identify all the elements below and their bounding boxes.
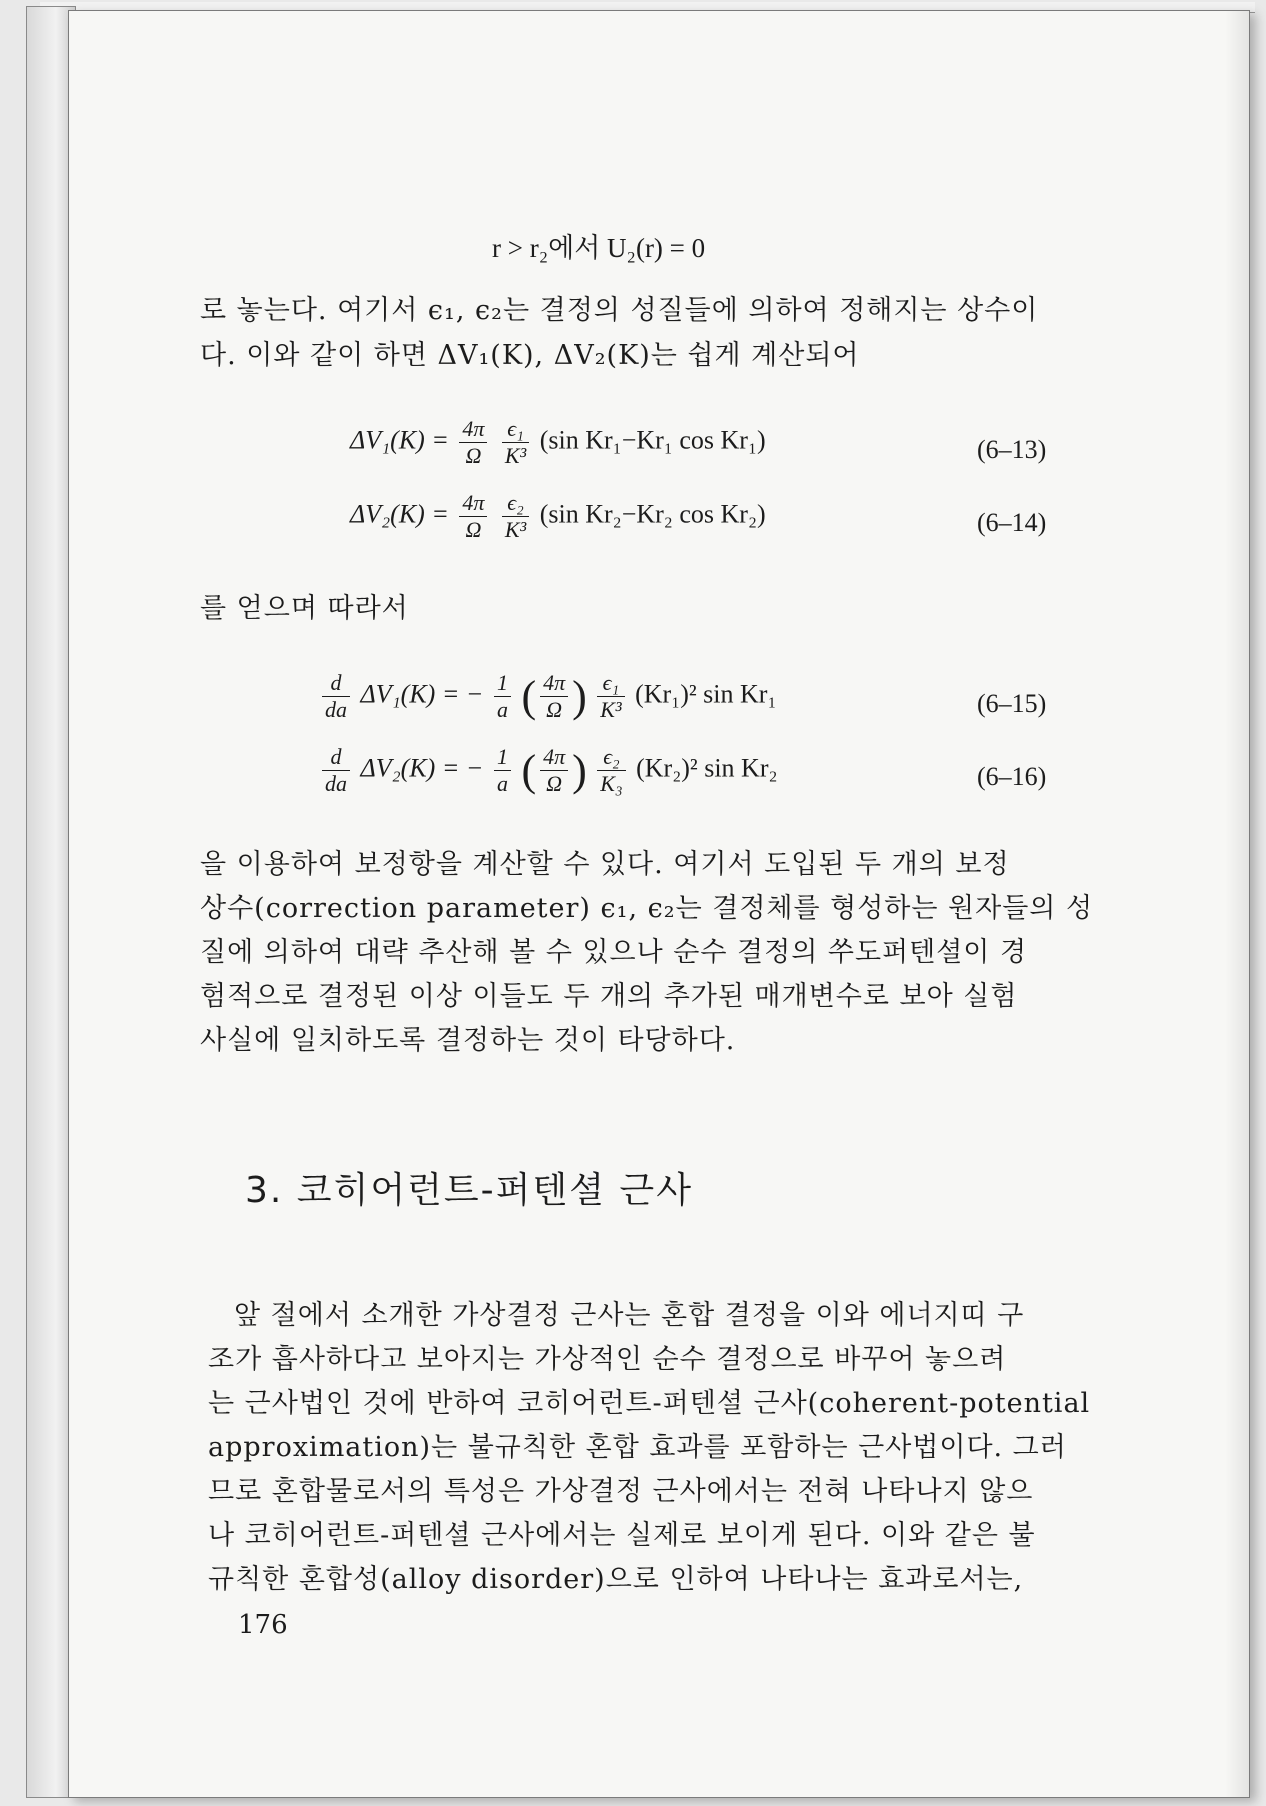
eq15-d-den: da [325, 697, 347, 722]
equation-6-15 [318, 670, 777, 723]
eq16-open-paren: ( [521, 746, 537, 795]
eq16-close-paren: ) [572, 746, 587, 795]
eq16-frac-4pi-omega [540, 744, 568, 797]
equation-6-14 [350, 490, 766, 543]
eq13-frac2-num: ϵ₁ [502, 416, 529, 443]
eq14-frac-eps-k3 [502, 490, 529, 543]
eq16-frac-eps-k3 [597, 744, 625, 797]
eq16-rhs: (Kr₂)² sin Kr₂ [636, 753, 778, 783]
eq15-frac2-den: Ω [546, 697, 563, 722]
paragraph-3-line-2: 상수(correction parameter) ϵ₁, ϵ₂는 결정체를 형성하는 원자들의 성 [200, 893, 1094, 924]
equation-number-6-14: (6–14) [977, 508, 1047, 537]
eq16-frac2-den: Ω [546, 771, 563, 796]
eq14-rhs: (sin Kr₂−Kr₂ cos Kr₂) [539, 499, 766, 529]
paragraph-4-line-3: 는 근사법인 것에 반하여 코히어런트-퍼텐셜 근사(coherent-potential [208, 1388, 1091, 1419]
eq13-frac-4pi-omega [459, 416, 487, 469]
eq15-frac1-den: a [496, 697, 508, 722]
eq14-frac1-den: Ω [465, 517, 482, 542]
paragraph-4-line-1: 앞 절에서 소개한 가상결정 근사는 혼합 결정을 이와 에너지띠 구 [234, 1300, 1025, 1331]
eq14-frac-4pi-omega [459, 490, 487, 543]
eq13-frac-eps-k3 [502, 416, 529, 469]
equation-6-13 [350, 416, 766, 469]
eq13-frac1-num: 4π [459, 416, 487, 443]
eq16-frac2-num: 4π [540, 744, 568, 771]
eq15-close-paren: ) [572, 672, 587, 721]
eq13-lhs: ΔV₁(K) = [350, 425, 449, 455]
paragraph-1-line-1: 로 놓는다. 여기서 ϵ₁, ϵ₂는 결정의 성질들에 의하여 정해지는 상수이 [200, 295, 1039, 326]
equation-condition: r > r₂에서 U₂(r) = 0 [492, 233, 706, 263]
paragraph-3-line-3: 질에 의하여 대략 추산해 볼 수 있으나 순수 결정의 쑤도퍼텐셜이 경 [200, 937, 1028, 968]
eq14-frac2-num: ϵ₂ [502, 490, 529, 517]
paragraph-4-line-4: approximation)는 불규칙한 혼합 효과를 포함하는 근사법이다. 그러 [208, 1432, 1067, 1463]
equation-number-6-13: (6–13) [977, 435, 1047, 464]
paragraph-4-line-2: 조가 흡사하다고 보아지는 가상적인 순수 결정으로 바꾸어 놓으려 [208, 1344, 1007, 1375]
eq16-frac-1-a [494, 744, 511, 797]
paragraph-4-line-5: 므로 혼합물로서의 특성은 가상결정 근사에서는 전혀 나타나지 않으 [208, 1476, 1034, 1507]
eq15-frac-eps-k3 [597, 670, 624, 723]
eq13-frac2-den: K³ [504, 443, 527, 468]
equation-number-6-15: (6–15) [977, 689, 1047, 718]
eq15-frac3-num: ϵ₁ [597, 670, 624, 697]
equation-number-6-16: (6–16) [977, 762, 1047, 791]
eq16-frac3-den: K₃ [600, 771, 623, 796]
eq15-lhs: ΔV₁(K) = − [360, 679, 484, 709]
eq15-frac2-num: 4π [540, 670, 568, 697]
eq15-rhs: (Kr₁)² sin Kr₁ [635, 679, 777, 709]
paragraph-3-line-5: 사실에 일치하도록 결정하는 것이 타당하다. [200, 1025, 736, 1056]
paragraph-4-line-7: 규칙한 혼합성(alloy disorder)으로 인하여 나타나는 효과로서는, [208, 1564, 1024, 1595]
eq13-frac1-den: Ω [465, 443, 482, 468]
eq15-frac3-den: K³ [600, 697, 622, 722]
eq16-frac3-num: ϵ₂ [597, 744, 625, 771]
eq14-frac2-den: K³ [504, 517, 527, 542]
eq14-frac1-num: 4π [459, 490, 487, 517]
eq15-d-num: d [322, 670, 350, 697]
page-shadow [1225, 11, 1249, 1797]
eq16-frac1-num: 1 [494, 744, 511, 771]
eq15-derivative [322, 670, 350, 723]
eq15-frac-1-a [494, 670, 511, 723]
eq15-frac1-num: 1 [494, 670, 511, 697]
eq16-d-den: da [325, 771, 347, 796]
paragraph-3-line-4: 험적으로 결정된 이상 이들도 두 개의 추가된 매개변수로 보아 실험 [200, 981, 1018, 1012]
eq16-d-num: d [322, 744, 350, 771]
eq15-open-paren: ( [521, 672, 537, 721]
paragraph-1-line-2: 다. 이와 같이 하면 ΔV₁(K), ΔV₂(K)는 쉽게 계산되어 [200, 340, 860, 371]
paragraph-2: 를 얻으며 따라서 [200, 593, 409, 624]
eq15-frac-4pi-omega [540, 670, 568, 723]
section-title: 3. 코히어런트-퍼텐셜 근사 [245, 1170, 693, 1211]
eq13-rhs: (sin Kr₁−Kr₁ cos Kr₁) [539, 425, 766, 455]
paragraph-4-line-6: 나 코히어런트-퍼텐셜 근사에서는 실제로 보이게 된다. 이와 같은 불 [208, 1520, 1036, 1551]
eq14-lhs: ΔV₂(K) = [350, 499, 449, 529]
eq16-frac1-den: a [496, 771, 508, 796]
paragraph-3-line-1: 을 이용하여 보정항을 계산할 수 있다. 여기서 도입된 두 개의 보정 [200, 849, 1010, 880]
page-number: 176 [238, 1610, 288, 1640]
eq16-lhs: ΔV₂(K) = − [360, 753, 484, 783]
equation-6-16 [318, 744, 778, 797]
eq16-derivative [322, 744, 350, 797]
